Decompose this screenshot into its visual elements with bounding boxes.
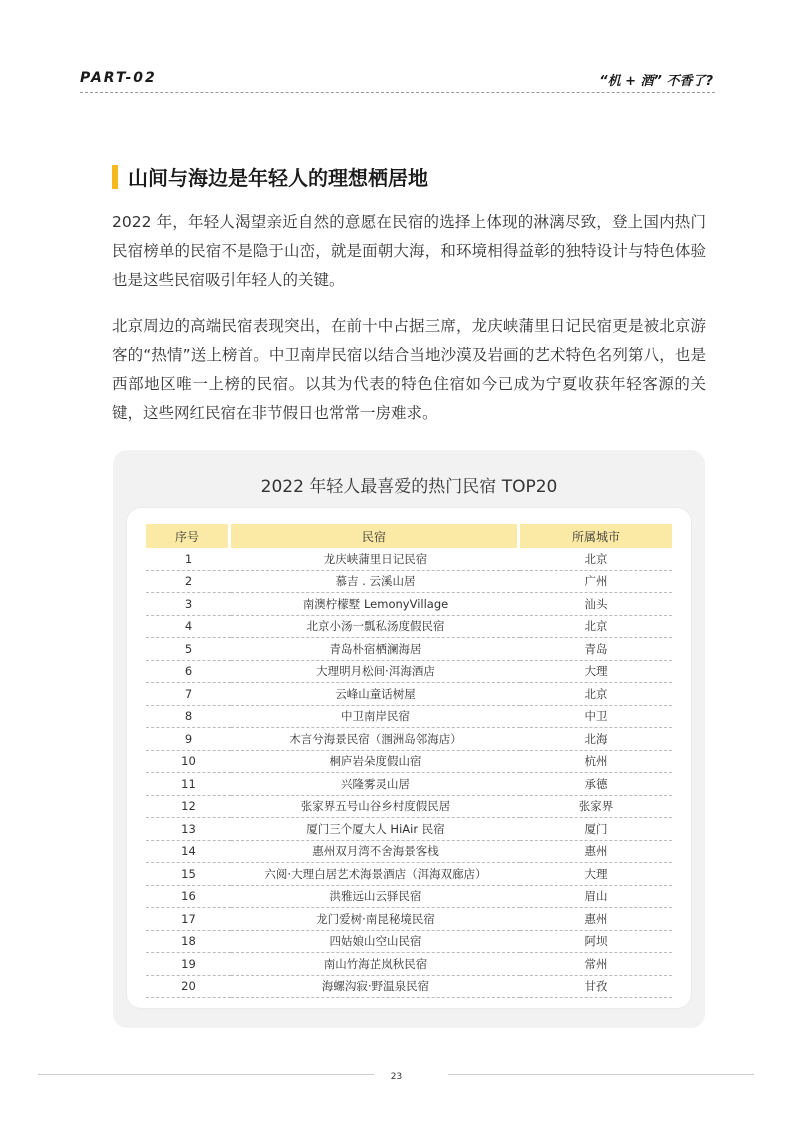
rank-cell: 20 <box>146 976 231 999</box>
city-cell: 阿坝 <box>520 931 672 954</box>
city-cell: 惠州 <box>520 841 672 864</box>
homestay-name-cell: 厦门三个厦大人 HiAir 民宿 <box>231 818 520 841</box>
table-row <box>146 593 672 616</box>
homestay-name-cell: 兴隆雾灵山居 <box>231 773 520 796</box>
section-heading <box>112 162 428 191</box>
city-cell: 张家界 <box>520 796 672 819</box>
column-header-rank: 序号 <box>146 524 231 548</box>
table-row <box>146 616 672 639</box>
city-cell: 北京 <box>520 683 672 706</box>
table-row <box>146 638 672 661</box>
table-row <box>146 931 672 954</box>
table-row <box>146 863 672 886</box>
rank-cell: 14 <box>146 841 231 864</box>
city-cell: 广州 <box>520 571 672 594</box>
homestay-name-cell: 张家界五号山谷乡村度假民居 <box>231 796 520 819</box>
table-row <box>146 751 672 774</box>
city-cell: 北海 <box>520 728 672 751</box>
table-row <box>146 796 672 819</box>
city-cell: 常州 <box>520 953 672 976</box>
city-cell: 中卫 <box>520 706 672 729</box>
rank-cell: 9 <box>146 728 231 751</box>
rank-cell: 16 <box>146 886 231 909</box>
table-row <box>146 661 672 684</box>
city-cell: 惠州 <box>520 908 672 931</box>
heading-accent-bar <box>112 165 118 189</box>
homestay-name-cell: 海螺沟寂·野温泉民宿 <box>231 976 520 999</box>
homestay-name-cell: 洪雅远山云驿民宿 <box>231 886 520 909</box>
table-row <box>146 728 672 751</box>
city-cell: 大理 <box>520 863 672 886</box>
rank-cell: 5 <box>146 638 231 661</box>
homestay-name-cell: 龙门爱树·南昆秘境民宿 <box>231 908 520 931</box>
ranking-card <box>113 450 705 1028</box>
rank-cell: 15 <box>146 863 231 886</box>
rank-cell: 1 <box>146 548 231 571</box>
paragraph-1: 2022 年，年轻人渴望亲近自然的意愿在民宿的选择上体现的淋漓尽致，登上国内热门民宿榜单的民宿不是隐于山峦，就是面朝大海，和环境相得益彰的独特设计与特色体验也是这些民宿吸引年轻人的关键。 <box>112 213 706 289</box>
paragraph-2: 北京周边的高端民宿表现突出，在前十中占据三席，龙庆峡蒲里日记民宿更是被北京游客的“热情”送上榜首。中卫南岸民宿以结合当地沙漠及岩画的艺术特色名列第八，也是西部地区唯一上榜的民宿。以其为代表的特色住宿如今已成为宁夏收获年轻客源的关键，这些网红民宿在非节假日也常常一房难求。 <box>112 317 706 422</box>
rank-cell: 6 <box>146 661 231 684</box>
city-cell: 厦门 <box>520 818 672 841</box>
table-header-row <box>146 524 672 548</box>
rank-cell: 18 <box>146 931 231 954</box>
rank-cell: 10 <box>146 751 231 774</box>
city-cell: 甘孜 <box>520 976 672 999</box>
city-cell: 北京 <box>520 616 672 639</box>
homestay-name-cell: 中卫南岸民宿 <box>231 706 520 729</box>
table-row <box>146 908 672 931</box>
rank-cell: 8 <box>146 706 231 729</box>
column-header-homestay: 民宿 <box>231 524 520 548</box>
city-cell: 青岛 <box>520 638 672 661</box>
rank-cell: 11 <box>146 773 231 796</box>
homestay-name-cell: 大理明月松间·洱海酒店 <box>231 661 520 684</box>
table-row <box>146 886 672 909</box>
column-header-city: 所属城市 <box>520 524 672 548</box>
homestay-name-cell: 北京小汤一瓢私汤度假民宿 <box>231 616 520 639</box>
ranking-title: 2022 年轻人最喜爱的热门民宿 TOP20 <box>260 477 558 497</box>
rank-cell: 19 <box>146 953 231 976</box>
ranking-table-panel <box>127 508 691 1008</box>
section-title: 山间与海边是年轻人的理想栖居地 <box>128 166 428 190</box>
part-label: PART-02 <box>80 70 157 86</box>
table-row <box>146 571 672 594</box>
table-row <box>146 773 672 796</box>
homestay-name-cell: 云峰山童话树屋 <box>231 683 520 706</box>
city-cell: 承德 <box>520 773 672 796</box>
page-number: 23 <box>390 1072 403 1082</box>
table-row <box>146 706 672 729</box>
homestay-name-cell: 南澳柠檬墅 LemonyVillage <box>231 593 520 616</box>
city-cell: 北京 <box>520 548 672 571</box>
rank-cell: 17 <box>146 908 231 931</box>
table-row <box>146 841 672 864</box>
table-row <box>146 548 672 571</box>
chapter-title: “机 + 酒” 不香了? <box>599 74 713 89</box>
table-body <box>146 548 672 998</box>
homestay-name-cell: 龙庆峡蒲里日记民宿 <box>231 548 520 571</box>
rank-cell: 12 <box>146 796 231 819</box>
homestay-name-cell: 慕吉 . 云溪山居 <box>231 571 520 594</box>
rank-cell: 7 <box>146 683 231 706</box>
table-row <box>146 683 672 706</box>
rank-cell: 3 <box>146 593 231 616</box>
ranking-table <box>146 524 672 998</box>
homestay-name-cell: 桐庐岩朵度假山宿 <box>231 751 520 774</box>
table-row <box>146 953 672 976</box>
city-cell: 眉山 <box>520 886 672 909</box>
rank-cell: 4 <box>146 616 231 639</box>
table-row <box>146 818 672 841</box>
city-cell: 杭州 <box>520 751 672 774</box>
homestay-name-cell: 惠州双月湾不舍海景客栈 <box>231 841 520 864</box>
table-row <box>146 976 672 999</box>
homestay-name-cell: 四姑娘山空山民宿 <box>231 931 520 954</box>
homestay-name-cell: 青岛朴宿栖澜海居 <box>231 638 520 661</box>
rank-cell: 2 <box>146 571 231 594</box>
homestay-name-cell: 木言兮海景民宿（涠洲岛邻海店） <box>231 728 520 751</box>
city-cell: 大理 <box>520 661 672 684</box>
rank-cell: 13 <box>146 818 231 841</box>
homestay-name-cell: 南山竹海芷岚秋民宿 <box>231 953 520 976</box>
footer-divider-right <box>448 1074 754 1075</box>
header-divider <box>80 92 715 93</box>
city-cell: 汕头 <box>520 593 672 616</box>
homestay-name-cell: 六阅·大理白居艺术海景酒店（洱海双廊店） <box>231 863 520 886</box>
